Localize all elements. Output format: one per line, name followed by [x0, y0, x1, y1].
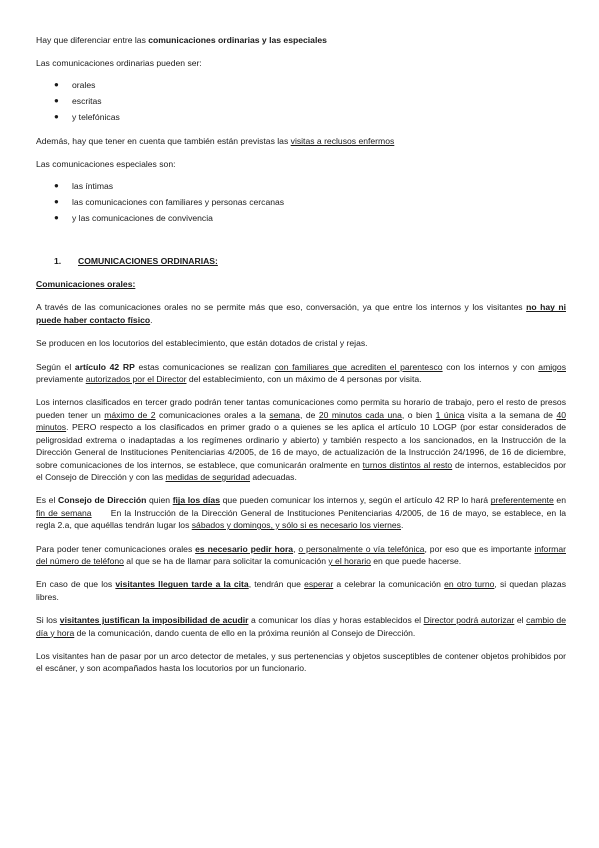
intro-paragraph-3	[36, 135, 566, 147]
underlined-text: 20 minutos cada una	[318, 409, 402, 420]
underlined-text: visitas a reclusos enfermos	[290, 135, 395, 146]
underlined-text: y el horario	[328, 555, 371, 566]
paragraph-grades	[36, 396, 566, 483]
list-item	[36, 195, 566, 209]
text-span: del establecimiento, con un máximo de 4 personas por visita.	[186, 374, 422, 385]
text-span: previamente	[36, 374, 86, 385]
emphasis-text: visitantes justifican la imposibilidad de acudir	[59, 615, 249, 626]
paragraph-llegar-tarde	[36, 578, 566, 603]
list-item	[36, 78, 566, 92]
text-span: comunicaciones orales a la	[155, 409, 270, 420]
section-number: 1.	[54, 255, 62, 266]
text-span: A través de las comunicaciones orales no se permite más que eso, conversación, ya que entre los internos y los visitantes	[36, 302, 527, 313]
underlined-text: en otro turno	[444, 579, 495, 590]
paragraph-pedir-hora	[36, 543, 566, 568]
list-item	[36, 179, 566, 193]
text-span: adecuadas.	[250, 471, 297, 482]
paragraph-no-contact	[36, 301, 566, 326]
paragraph-detector: Los visitantes han de pasar por un arco detector de metales, y sus pertenencias y objetos susceptibles de contener objetos prohibidos por el escáner, y son acompañados hasta los locutorios por un funcionario.	[36, 650, 566, 674]
underlined-text: medidas de seguridad	[165, 471, 251, 482]
underlined-text: semana	[269, 409, 300, 420]
list-item-label: orales	[72, 79, 96, 90]
underlined-text: turnos distintos al resto	[362, 459, 453, 470]
text-span: En caso de que los	[36, 579, 116, 590]
text-span: ,	[293, 543, 299, 554]
text-span: que pueden comunicar los internos y, según el artículo 42 RP lo hará	[220, 495, 491, 506]
underlined-text: 40 minutos	[36, 409, 566, 433]
text-span: el	[514, 615, 527, 626]
subsection-title: Comunicaciones orales:	[36, 279, 136, 290]
bullet-icon: ●	[54, 180, 59, 190]
bullet-icon: ●	[54, 111, 59, 121]
text-span: . PERO respecto a los clasificados en primer grado o a quienes se les aplica el artículo 10 LOGP (por estar considerados de peligrosidad extrema o inadaptadas a los regímenes ordinario y abierto) y también respecto a los sancionados, en la Instrucción de la Dirección General de Instituciones Penitenciarias 4/2005, de 16 de mayo, de actualización de la Instrucción 24/1996, de 16 de diciembre, sobre comunicaciones de los internos, se establece, que comunicarán oralmente en	[36, 422, 566, 470]
text-span: Según el	[36, 361, 75, 372]
section-heading	[36, 255, 566, 267]
underlined-text: amigos	[538, 361, 566, 372]
emphasis-text: no hay ni puede haber contacto físico	[36, 302, 566, 325]
bold-text: comunicaciones ordinarias y las especiales	[148, 35, 327, 45]
text-span: Es el	[36, 495, 58, 506]
emphasis-text: fija los días	[172, 495, 220, 506]
list-item-label: y telefónicas	[72, 111, 120, 122]
text-span: en que puede hacerse.	[370, 555, 462, 566]
underlined-text: cambio de día y hora	[36, 615, 566, 638]
list-item-label: escritas	[72, 95, 102, 106]
paragraph-locutorios: Se producen en los locutorios del establecimiento, que están dotados de cristal y rejas.	[36, 338, 368, 349]
ordinary-types-list	[36, 78, 566, 124]
text-span: de internos, establecidos por el Consejo de Dirección y con las	[36, 459, 567, 482]
text-span: a celebrar la comunicación	[333, 579, 445, 590]
underlined-text: máximo de 2	[104, 409, 156, 420]
text-span: visita a la semana de	[464, 409, 557, 420]
list-item-label: las comunicaciones con familiares y personas cercanas	[72, 196, 285, 207]
section-title: COMUNICACIONES ORDINARIAS:	[78, 255, 218, 266]
bold-text: artículo 42 RP	[74, 361, 135, 372]
underlined-text: con familiares que acrediten el parentesco	[274, 361, 443, 372]
text-span: con los internos y con	[442, 361, 539, 372]
list-item	[36, 94, 566, 108]
bullet-icon: ●	[54, 212, 59, 222]
underlined-text: Director podrá autorizar	[423, 615, 515, 626]
list-item	[36, 110, 566, 124]
underlined-text: informar del número de teléfono	[36, 543, 566, 566]
emphasis-text: es necesario pedir hora	[195, 543, 294, 554]
bullet-icon: ●	[54, 196, 59, 206]
text-span: en	[553, 495, 566, 506]
underlined-text: autorizados por el Director	[85, 374, 187, 385]
document-page	[36, 34, 566, 675]
list-item	[36, 211, 566, 225]
intro-paragraph-2: Las comunicaciones ordinarias pueden ser:	[36, 58, 202, 69]
text-span: Además, hay que tener en cuenta que también están previstas las	[36, 135, 291, 146]
text-span: quien	[146, 495, 173, 506]
text-span: , tendrán que	[248, 579, 305, 590]
text-span: Para poder tener comunicaciones orales	[36, 543, 196, 554]
text-span: Hay que diferenciar entre las	[36, 35, 149, 45]
paragraph-consejo	[36, 494, 566, 531]
text-span: estas comunicaciones se realizan	[134, 361, 275, 372]
text-span: , si quedan plazas libres.	[36, 579, 567, 602]
text-span: .	[150, 314, 153, 325]
text-span: En la Instrucción de la Dirección General de Instituciones Penitenciarias 4/2005, de 16 de mayo, se establece, en la regla 2.a, que aquéllas tendrán lugar los	[36, 507, 567, 531]
text-span: al que se ha de llamar para solicitar la comunicación	[123, 555, 329, 566]
underlined-text: 1 única	[435, 409, 465, 420]
text-span: , de	[299, 409, 319, 420]
bullet-icon: ●	[54, 95, 59, 105]
intro-paragraph-1	[36, 34, 566, 46]
list-item-label: las íntimas	[72, 180, 114, 191]
text-span: de la comunicación, dando cuenta de ello en la próxima reunión al Consejo de Dirección.	[74, 627, 416, 638]
underlined-text: sábados y domingos, y sólo si es necesario los viernes	[191, 520, 401, 531]
text-span: .	[400, 520, 404, 531]
emphasis-text: visitantes lleguen tarde a la cita	[115, 579, 249, 590]
paragraph-article-42	[36, 361, 566, 386]
text-span: , o bien	[401, 409, 436, 420]
text-span: Los internos clasificados en tercer grado podrán tener tantas comunicaciones como permita su horario de trabajo, pero el resto de presos pueden tener un	[36, 397, 566, 420]
underlined-text: o personalmente o vía telefónica	[298, 543, 425, 554]
underlined-text: fin de semana	[36, 507, 92, 518]
intro-paragraph-4: Las comunicaciones especiales son:	[36, 159, 176, 170]
text-span: , por eso que es importante	[424, 543, 535, 554]
special-types-list	[36, 179, 566, 225]
underlined-text: esperar	[304, 579, 334, 590]
list-item-label: y las comunicaciones de convivencia	[72, 212, 213, 223]
bullet-icon: ●	[54, 79, 59, 89]
underlined-text: preferentemente	[490, 495, 554, 506]
text-span: a comunicar los días y horas establecidos el	[248, 615, 424, 626]
bold-text: Consejo de Dirección	[58, 495, 147, 506]
text-span: Si los	[36, 615, 60, 626]
paragraph-justificar	[36, 614, 566, 639]
